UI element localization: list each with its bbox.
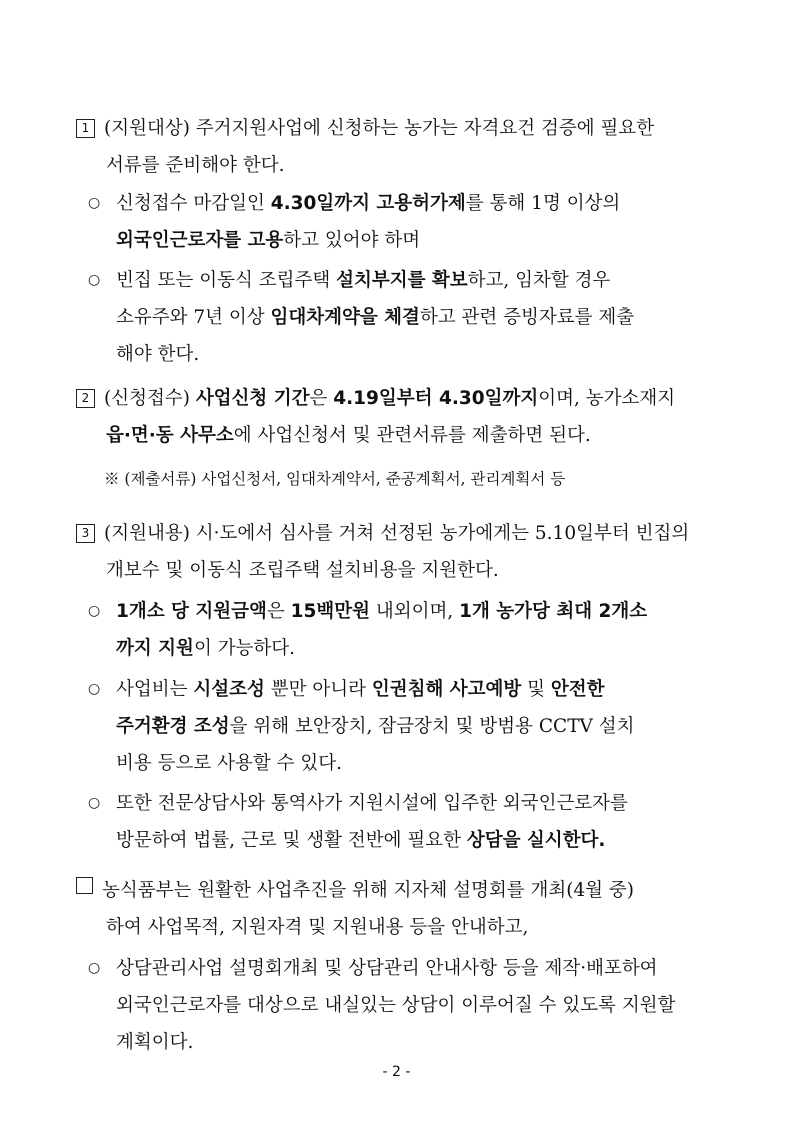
section-3-bullet-3: ○ 또한 전문상담사와 통역사가 지원시설에 입주한 외국인근로자를 방문하여 법률, 근로 및 생활 전반에 필요한 상담을 실시한다. bbox=[88, 785, 728, 859]
bullet-circle: ○ bbox=[88, 960, 101, 976]
section-number-box: 3 bbox=[76, 524, 95, 543]
section-3: 3 (지원내용) 시·도에서 심사를 거쳐 선정된 농가에게는 5.10일부터 빈집의 개보수 및 이동식 조립주택 설치비용을 지원한다. bbox=[76, 515, 726, 589]
bullet-circle: ○ bbox=[88, 195, 101, 211]
section-3-bullet-2: ○ 사업비는 시설조성 뿐만 아니라 인권침해 사고예방 및 안전한 주거환경 조성을 위해 보안장치, 잠금장치 및 방범용 CCTV 설치 비용 등으로 사용할 수 있다. bbox=[88, 671, 728, 782]
section-number-box: 1 bbox=[76, 119, 95, 138]
section-1-bullet-1: ○ 신청접수 마감일인 4.30일까지 고용허가제를 통해 1명 이상의 외국인근로자를 고용하고 있어야 하며 bbox=[88, 185, 728, 259]
empty-square-marker bbox=[76, 877, 93, 894]
section-number-box: 2 bbox=[76, 389, 95, 408]
section-1-line1: (지원대상) 주거지원사업에 신청하는 농가는 자격요건 검증에 필요한 bbox=[104, 118, 655, 139]
section-2: 2 (신청접수) 사업신청 기간은 4.19일부터 4.30일까지이며, 농가소재지 읍·면·동 사무소에 사업신청서 및 관련서류를 제출하면 된다. bbox=[76, 380, 726, 454]
bullet-circle: ○ bbox=[88, 272, 101, 288]
section-2-note: ※ (제출서류) 사업신청서, 임대차계약서, 준공계획서, 관리계획서 등 bbox=[104, 470, 566, 488]
page-number: - 2 - bbox=[382, 1064, 411, 1080]
section-3-bullet-1: ○ 1개소 당 지원금액은 15백만원 내외이며, 1개 농가당 최대 2개소 까지 지원이 가능하다. bbox=[88, 593, 728, 667]
bullet-circle: ○ bbox=[88, 681, 101, 697]
section-4-bullet-1: ○ 상담관리사업 설명회개최 및 상담관리 안내사항 등을 제작·배포하여 외국인근로자를 대상으로 내실있는 상담이 이루어질 수 있도록 지원할 계획이다. bbox=[88, 950, 728, 1061]
section-1-line2: 서류를 준비해야 한다. bbox=[106, 155, 285, 176]
section-1-bullet-2: ○ 빈집 또는 이동식 조립주택 설치부지를 확보하고, 임차할 경우 소유주와 7년 이상 임대차계약을 체결하고 관련 증빙자료를 제출 해야 한다. bbox=[88, 262, 728, 373]
bullet-circle: ○ bbox=[88, 603, 101, 619]
bullet-circle: ○ bbox=[88, 795, 101, 811]
section-4: 농식품부는 원활한 사업추진을 위해 지자체 설명회를 개최(4월 중) 하여 사업목적, 지원자격 및 지원내용 등을 안내하고, bbox=[76, 872, 726, 946]
section-1 bbox=[76, 110, 726, 184]
